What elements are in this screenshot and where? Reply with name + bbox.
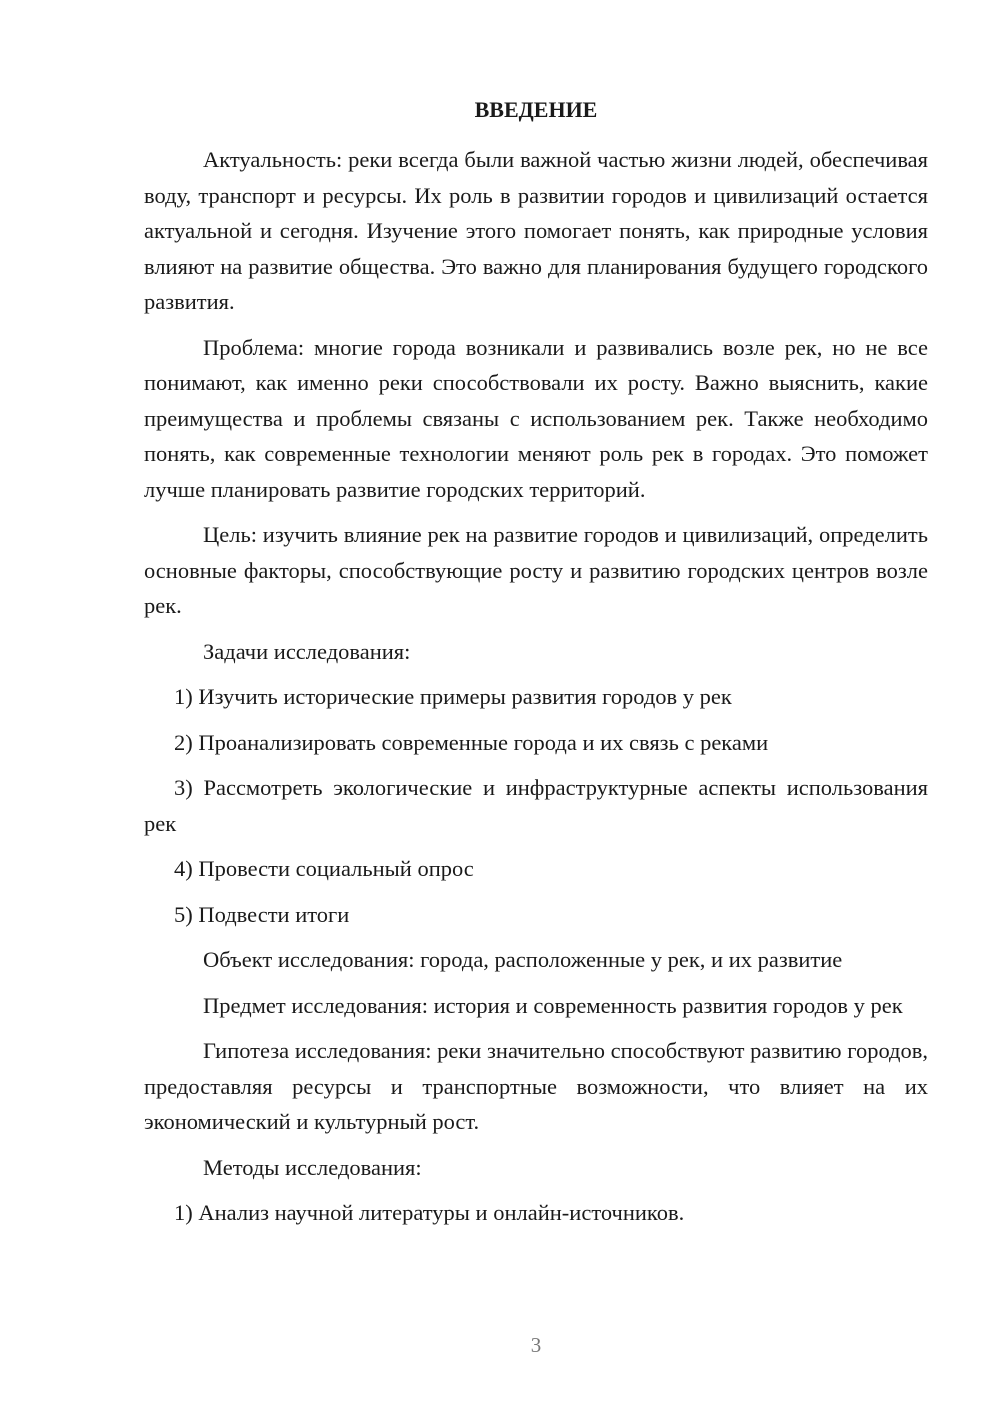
page-number: 3 (530, 1333, 542, 1357)
paragraph-goal: Цель: изучить влияние рек на развитие городов и цивилизаций, определить основные факторы, способствующие росту и развитию городских центров возле рек. (144, 522, 928, 618)
task-item: 4) Провести социальный опрос (174, 856, 474, 881)
methods-heading: Методы исследования: (203, 1154, 422, 1180)
task-item: 5) Подвести итоги (174, 901, 350, 927)
paragraph-subject: Предмет исследования: история и современность развития городов у рек (203, 992, 903, 1018)
task-item: 3) Рассмотреть экологические и инфраструктурные аспекты использования рек (144, 775, 928, 836)
document-body (144, 92, 928, 1241)
paragraph-problem: Проблема: многие города возникали и развивались возле рек, но не все понимают, как именно реки способствовали их росту. Важно выяснить, какие преимущества и проблемы связаны с использованием рек. Также необходимо понять, как современные технологии меняют роль рек в городах. Это поможет лучше планировать развитие городских территорий. (144, 334, 928, 502)
task-item: 1) Изучить исторические примеры развития городов у рек (174, 684, 732, 709)
paragraph-object: Объект исследования: города, расположенные у рек, и их развитие (203, 947, 843, 972)
paragraph-relevance: Актуальность: реки всегда были важной частью жизни людей, обеспечивая воду, транспорт и ресурсы. Их роль в развитии городов и цивилизаций остается актуальной и сегодня. Изучение этого помогает понять, как природные условия влияют на развитие общества. Это важно для планирования будущего городского развития. (144, 147, 928, 314)
task-item: 2) Проанализировать современные города и их связь с реками (174, 729, 769, 755)
section-title: ВВЕДЕНИЕ (474, 97, 598, 122)
paragraph-hypothesis: Гипотеза исследования: реки значительно способствуют развитию городов, предоставляя ресурсы и транспортные возможности, что влияет на их экономический и культурный рост. (144, 1038, 928, 1134)
method-item: 1) Анализ научной литературы и онлайн-источников. (174, 1200, 685, 1225)
tasks-heading: Задачи исследования: (203, 638, 411, 664)
